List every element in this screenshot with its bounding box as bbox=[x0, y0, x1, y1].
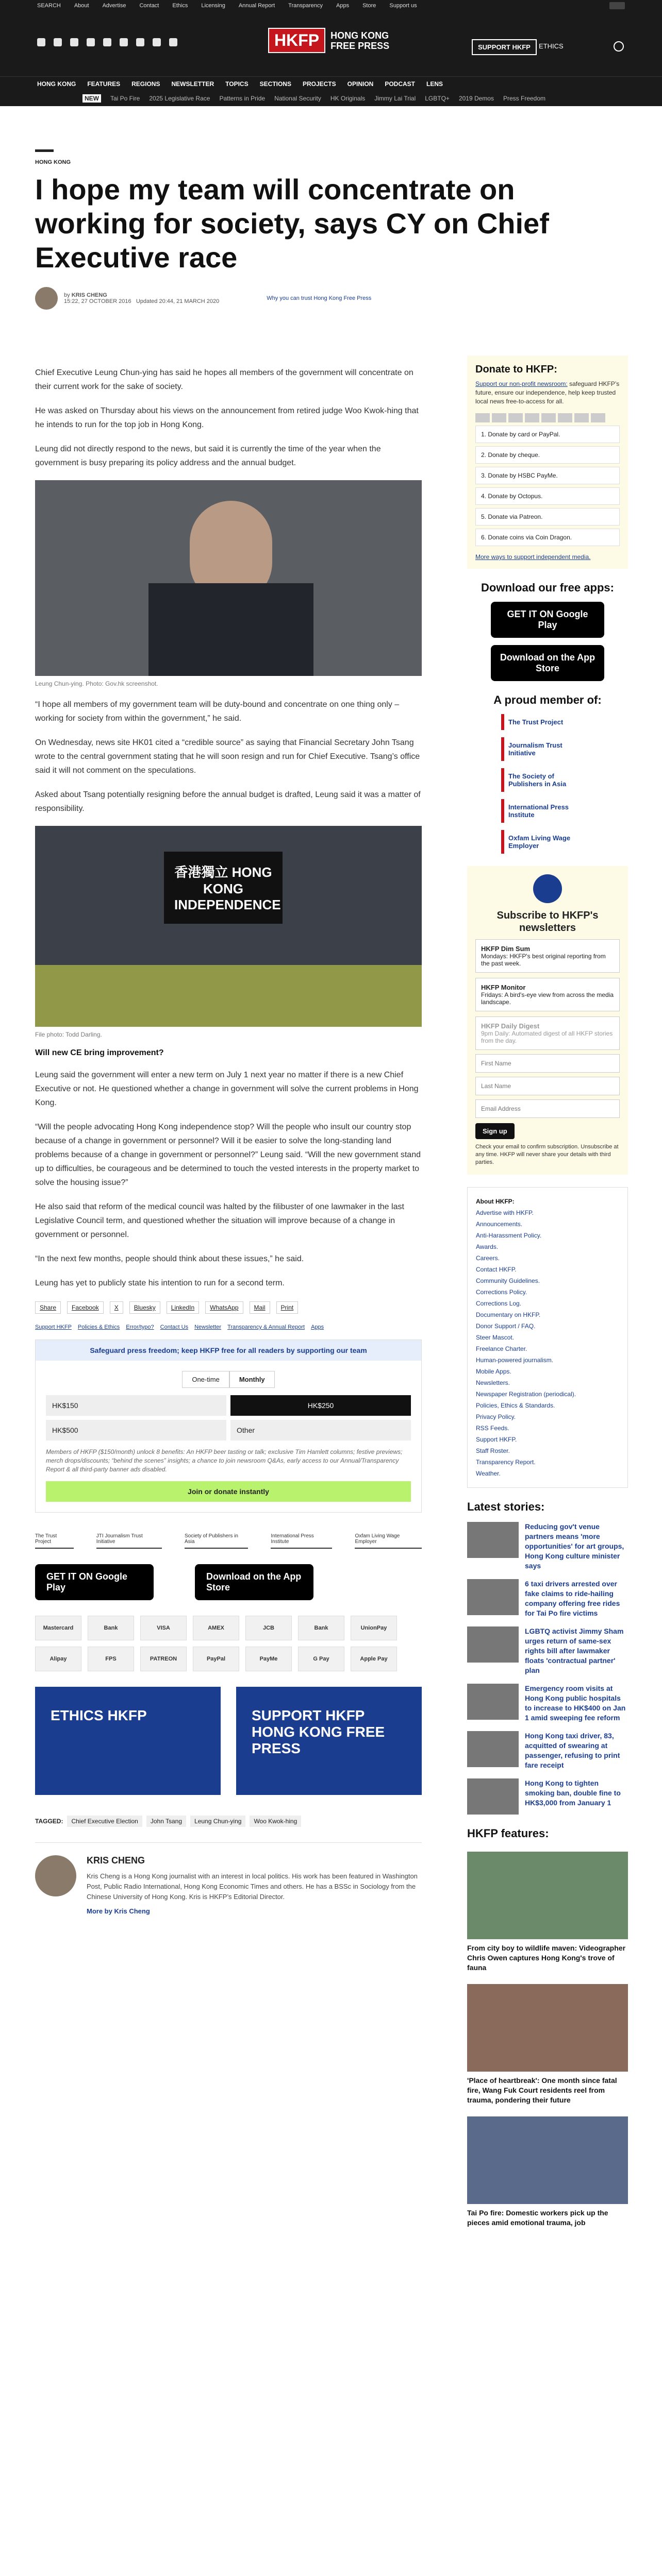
topbar-link[interactable]: Licensing bbox=[201, 3, 225, 9]
footer-link[interactable]: Apps bbox=[311, 1324, 324, 1330]
nav-item[interactable]: PODCAST bbox=[385, 80, 415, 88]
story-thumbnail[interactable] bbox=[467, 1626, 519, 1663]
bluesky-icon[interactable] bbox=[153, 38, 161, 46]
join-donate-button[interactable]: Join or donate instantly bbox=[46, 1481, 411, 1502]
hkfp-logo-icon bbox=[533, 874, 562, 903]
author-avatar[interactable] bbox=[35, 1855, 76, 1896]
linkedin-icon[interactable] bbox=[103, 38, 111, 46]
feature-title[interactable]: 'Place of heartbreak': One month since fatal fire, Wang Fuk Court residents reel from trauma, pondering their future bbox=[467, 2076, 617, 2104]
paragraph: Leung said the government will enter a new term on July 1 next year no matter if there is a new Chief Executive or not. He questioned whether a change in government will solve the current problems in Hong Kong. bbox=[35, 1071, 419, 1107]
telegram-icon[interactable] bbox=[136, 38, 144, 46]
tag-list bbox=[35, 1816, 422, 1827]
trust-link[interactable]: Why you can trust Hong Kong Free Press bbox=[267, 295, 372, 301]
nav-item[interactable]: SECTIONS bbox=[259, 80, 291, 88]
publish-date: 15:22, 27 OCTOBER 2016 bbox=[64, 298, 131, 304]
topbar-link[interactable]: Transparency bbox=[288, 3, 323, 9]
card-icons bbox=[475, 413, 620, 422]
about-link[interactable]: Weather. bbox=[476, 1470, 501, 1477]
site-logo[interactable] bbox=[268, 28, 389, 53]
payment-icon[interactable]: PayMe bbox=[245, 1647, 292, 1671]
badge[interactable]: The Trust Project bbox=[35, 1533, 74, 1549]
about-widget bbox=[467, 1187, 628, 1488]
card-icon bbox=[492, 413, 506, 422]
paragraph: On Wednesday, news site HK01 cited a “credible source” as saying that Financial Secretary John Tsang wrote to the central government stating that he will soon resign and run for Chief Executive. Tsang’s office said it will not comment on the speculations. bbox=[35, 738, 420, 775]
latest-story[interactable] bbox=[467, 1684, 628, 1723]
feature-card[interactable] bbox=[467, 2116, 628, 2228]
promo-support[interactable]: SUPPORT HKFP HONG KONG FREE PRESS bbox=[236, 1687, 422, 1795]
feature-card[interactable] bbox=[467, 1852, 628, 1973]
trending-link[interactable]: 2019 Demos bbox=[458, 95, 494, 102]
member-logo[interactable]: Journalism Trust Initiative bbox=[501, 737, 594, 761]
payment-icon[interactable]: Mastercard bbox=[35, 1616, 81, 1640]
feature-title[interactable]: From city boy to wildlife maven: Videographer Chris Owen captures Hong Kong's trove of fauna bbox=[467, 1944, 626, 1972]
card-icon bbox=[525, 413, 539, 422]
about-link[interactable]: Awards. bbox=[476, 1243, 499, 1250]
story-title[interactable]: Hong Kong to tighten smoking ban, double fine to HK$3,000 from January 1 bbox=[525, 1779, 621, 1807]
article-photo-protest bbox=[35, 826, 422, 1027]
article-photo-leung bbox=[35, 480, 422, 676]
topbar-link[interactable]: About bbox=[74, 3, 89, 9]
latest-title: Latest stories: bbox=[467, 1500, 545, 1513]
latest-story[interactable] bbox=[467, 1778, 628, 1815]
share-whatsapp[interactable]: WhatsApp bbox=[205, 1301, 243, 1314]
support-hkfp-button[interactable]: SUPPORT HKFP bbox=[472, 39, 537, 55]
trending-link[interactable]: National Security bbox=[274, 95, 321, 102]
paragraph: Leung did not directly respond to the news, but said it is currently the time of the year when the government is busy preparing its policy address and the annual budget. bbox=[35, 445, 381, 467]
topbar-search[interactable]: SEARCH bbox=[37, 3, 61, 9]
amount-option[interactable]: HK$150 bbox=[46, 1395, 226, 1416]
about-link[interactable]: Contact HKFP. bbox=[476, 1266, 517, 1273]
frequency-toggle bbox=[36, 1371, 421, 1388]
app-store-button[interactable]: Download on the App Store bbox=[491, 645, 604, 681]
amount-options bbox=[36, 1395, 421, 1440]
share-facebook[interactable]: Facebook bbox=[67, 1301, 104, 1314]
nav-item[interactable]: FEATURES bbox=[87, 80, 121, 88]
payment-icon[interactable]: Bank bbox=[88, 1616, 134, 1640]
topbar-link[interactable]: Support us bbox=[389, 3, 417, 9]
google-play-button[interactable]: GET IT ON Google Play bbox=[491, 602, 604, 638]
footer-links bbox=[35, 1324, 422, 1330]
trending-link[interactable]: LGBTQ+ bbox=[425, 95, 450, 102]
byline bbox=[35, 287, 628, 310]
member-title: A proud member of: bbox=[493, 693, 602, 706]
first-name-input[interactable] bbox=[475, 1054, 620, 1073]
payment-icon[interactable]: JCB bbox=[245, 1616, 292, 1640]
category-dash bbox=[35, 149, 54, 152]
story-title[interactable]: LGBTQ activist Jimmy Sham urges return of same-sex rights bill after lawmaker floats 'contractual partner' plan bbox=[525, 1627, 624, 1674]
youtube-icon[interactable] bbox=[87, 38, 95, 46]
photo-caption: File photo: Todd Darling. bbox=[35, 1031, 102, 1038]
card-icon bbox=[541, 413, 556, 422]
share-bar bbox=[35, 1301, 422, 1314]
latest-story[interactable] bbox=[467, 1522, 628, 1571]
tag[interactable]: Leung Chun-ying bbox=[190, 1816, 245, 1827]
amount-option[interactable]: Other bbox=[230, 1420, 411, 1440]
new-badge: NEW bbox=[82, 94, 101, 103]
footer-link[interactable]: Transparency & Annual Report bbox=[227, 1324, 305, 1330]
nav-item[interactable]: PROJECTS bbox=[302, 80, 336, 88]
member-logo[interactable]: International Press Institute bbox=[501, 799, 594, 823]
feature-image[interactable] bbox=[467, 2116, 628, 2204]
x-icon[interactable] bbox=[54, 38, 62, 46]
paragraph: He was asked on Thursday about his views on the announcement from retired judge Woo Kwok-hing that he intends to run for the top job in Hong Kong. bbox=[35, 406, 419, 429]
last-name-input[interactable] bbox=[475, 1077, 620, 1095]
newsletter-option[interactable]: HKFP Daily Digest 9pm Daily: Automated digest of all HKFP stories from the day. bbox=[475, 1016, 620, 1050]
footer-link[interactable]: Newsletter bbox=[194, 1324, 222, 1330]
badge[interactable]: Oxfam Living Wage Employer bbox=[355, 1533, 422, 1549]
topbar-link[interactable]: Ethics bbox=[172, 3, 188, 9]
subheading: Will new CE bring improvement? bbox=[35, 1048, 164, 1057]
share-linkedin[interactable]: LinkedIn bbox=[167, 1301, 199, 1314]
topbar-link[interactable]: Apps bbox=[336, 3, 350, 9]
payment-icon[interactable]: Apple Pay bbox=[351, 1647, 397, 1671]
story-thumbnail[interactable] bbox=[467, 1579, 519, 1615]
payment-methods bbox=[35, 1616, 422, 1671]
one-time-option[interactable]: One-time bbox=[182, 1371, 229, 1388]
donation-header[interactable]: Safeguard press freedom; keep HKFP free for all readers by supporting our team bbox=[36, 1340, 421, 1361]
story-thumbnail[interactable] bbox=[467, 1731, 519, 1767]
newsletter-title: Subscribe to HKFP's newsletters bbox=[496, 910, 599, 934]
footer-link[interactable]: Policies & Ethics bbox=[77, 1324, 120, 1330]
topbar-link[interactable]: Store bbox=[362, 3, 376, 9]
newsletter-note: Check your email to confirm subscription. Unsubscribe at any time. HKFP will never share your details with third parties. bbox=[475, 1144, 619, 1165]
nav-item[interactable]: REGIONS bbox=[131, 80, 160, 88]
about-link[interactable]: Corrections Log. bbox=[476, 1300, 522, 1307]
card-icon bbox=[591, 413, 605, 422]
main-nav bbox=[0, 76, 662, 91]
more-by-author-link[interactable]: More by Kris Cheng bbox=[87, 1907, 150, 1915]
tag[interactable]: Chief Executive Election bbox=[67, 1816, 142, 1827]
promo-videos bbox=[35, 1687, 422, 1795]
trending-link[interactable]: Tai Po Fire bbox=[110, 95, 140, 102]
paragraph: “I hope all members of my government team will be duty-bound and concentrate on one thing only – working for society from within the government,” he said. bbox=[35, 700, 400, 723]
about-link[interactable]: Documentary on HKFP. bbox=[476, 1311, 541, 1318]
paragraph: He also said that reform of the medical council was halted by the filibuster of one lawmaker in the last Legislative Council term, and questioned whether the situation will improve because of a change in government or personnel. bbox=[35, 1202, 404, 1239]
about-link[interactable]: Privacy Policy. bbox=[476, 1413, 516, 1420]
theme-toggle[interactable] bbox=[609, 2, 625, 9]
donate-method[interactable]: 3. Donate by HSBC PayMe. bbox=[475, 467, 620, 484]
about-link[interactable]: Staff Roster. bbox=[476, 1447, 510, 1454]
about-link[interactable]: Steer Mascot. bbox=[476, 1334, 515, 1341]
nav-item[interactable]: TOPICS bbox=[225, 80, 249, 88]
trending-link[interactable]: 2025 Legislative Race bbox=[149, 95, 210, 102]
donate-methods bbox=[475, 426, 620, 546]
donate-method[interactable]: 2. Donate by cheque. bbox=[475, 446, 620, 464]
card-icon bbox=[508, 413, 523, 422]
member-logos bbox=[467, 714, 628, 854]
article-title: I hope my team will concentrate on working for society, says CY on Chief Executive race bbox=[35, 173, 549, 274]
trending-link[interactable]: Press Freedom bbox=[503, 95, 546, 102]
share-mail[interactable]: Mail bbox=[250, 1301, 270, 1314]
article-header bbox=[35, 149, 628, 310]
footer-link[interactable]: Support HKFP bbox=[35, 1324, 72, 1330]
trending-link[interactable]: HK Originals bbox=[330, 95, 366, 102]
share-x[interactable]: X bbox=[110, 1301, 123, 1314]
protest-sign: 香港獨立 HONG KONG INDEPENDENCE bbox=[164, 852, 283, 924]
latest-story[interactable] bbox=[467, 1579, 628, 1618]
about-link[interactable]: Anti-Harassment Policy. bbox=[476, 1232, 542, 1239]
nav-item[interactable]: OPINION bbox=[347, 80, 374, 88]
about-link[interactable]: Announcements. bbox=[476, 1221, 523, 1228]
about-link[interactable]: Newspaper Registration (periodical). bbox=[476, 1391, 576, 1398]
donate-method[interactable]: 5. Donate via Patreon. bbox=[475, 508, 620, 526]
feature-card[interactable] bbox=[467, 1984, 628, 2105]
topbar-link[interactable]: Annual Report bbox=[238, 3, 275, 9]
donate-text: Support our non-profit newsroom: safeguard HKFP’s future, ensure our independence, help keep trusted local news free-to-access for all. bbox=[475, 380, 620, 405]
monthly-option[interactable]: Monthly bbox=[229, 1371, 275, 1388]
payment-icon[interactable]: Alipay bbox=[35, 1647, 81, 1671]
feature-image[interactable] bbox=[467, 1852, 628, 1939]
story-thumbnail[interactable] bbox=[467, 1522, 519, 1558]
nav-item[interactable]: LENS bbox=[426, 80, 443, 88]
payment-icon[interactable]: VISA bbox=[140, 1616, 187, 1640]
member-logo[interactable]: The Society of Publishers in Asia bbox=[501, 768, 594, 792]
promo-ethics[interactable]: ETHICS HKFP bbox=[35, 1687, 221, 1795]
badge[interactable]: JTI Journalism Trust Initiative bbox=[96, 1533, 162, 1549]
about-link[interactable]: Community Guidelines. bbox=[476, 1277, 540, 1284]
donate-method[interactable]: 4. Donate by Octopus. bbox=[475, 487, 620, 505]
instagram-icon[interactable] bbox=[70, 38, 78, 46]
author-box bbox=[35, 1842, 422, 1915]
nav-item[interactable]: HONG KONG bbox=[37, 80, 76, 88]
about-link[interactable]: Mobile Apps. bbox=[476, 1368, 511, 1375]
google-play-button[interactable]: GET IT ON Google Play bbox=[35, 1564, 154, 1600]
feature-image[interactable] bbox=[467, 1984, 628, 2072]
about-link[interactable]: Transparency Report. bbox=[476, 1459, 536, 1466]
search-icon[interactable] bbox=[614, 41, 624, 52]
donate-widget bbox=[467, 355, 628, 569]
amount-option-selected[interactable]: HK$250 bbox=[230, 1395, 411, 1416]
threads-icon[interactable] bbox=[120, 38, 128, 46]
member-badges bbox=[35, 1533, 422, 1549]
payment-icon[interactable]: G Pay bbox=[298, 1647, 344, 1671]
about-link[interactable]: Advertise with HKFP. bbox=[476, 1209, 534, 1216]
app-store-buttons bbox=[35, 1564, 422, 1600]
about-link[interactable]: Newsletters. bbox=[476, 1379, 510, 1386]
nav-item[interactable]: NEWSLETTER bbox=[171, 80, 214, 88]
donation-box bbox=[35, 1340, 422, 1513]
paragraph: Leung has yet to publicly state his intention to run for a second term. bbox=[35, 1279, 285, 1287]
trending-link[interactable]: Patterns in Pride bbox=[219, 95, 266, 102]
brand-header bbox=[0, 11, 662, 76]
about-link[interactable]: Careers. bbox=[476, 1255, 500, 1262]
paragraph: Chief Executive Leung Chun-ying has said he hopes all members of the government will concentrate on their current work for the sake of society. bbox=[35, 368, 413, 391]
latest-story[interactable] bbox=[467, 1731, 628, 1770]
story-thumbnail[interactable] bbox=[467, 1684, 519, 1720]
ethics-link[interactable]: ETHICS bbox=[539, 42, 564, 50]
member-logo[interactable]: The Trust Project bbox=[501, 714, 594, 730]
story-title[interactable]: Reducing gov't venue partners means 'more opportunities' for art groups, Hong Kong culture minister says bbox=[525, 1522, 624, 1570]
app-store-button[interactable]: Download on the App Store bbox=[195, 1564, 313, 1600]
article-category[interactable]: HONG KONG bbox=[35, 159, 71, 165]
member-logo[interactable]: Oxfam Living Wage Employer bbox=[501, 830, 594, 854]
newsletter-option[interactable]: HKFP Dim Sum Mondays: HKFP's best original reporting from the past week. bbox=[475, 939, 620, 973]
paragraph: “In the next few months, people should think about these issues,” he said. bbox=[35, 1255, 304, 1263]
more-ways-link[interactable]: More ways to support independent media. bbox=[475, 553, 591, 561]
sidebar bbox=[467, 355, 628, 2228]
article-body bbox=[35, 355, 422, 1915]
topbar-link[interactable]: Contact bbox=[139, 3, 159, 9]
tag[interactable]: Woo Kwok-hing bbox=[250, 1816, 301, 1827]
amount-option[interactable]: HK$500 bbox=[46, 1420, 226, 1440]
rss-icon[interactable] bbox=[169, 38, 177, 46]
share-print[interactable]: Print bbox=[276, 1301, 299, 1314]
topbar-link[interactable]: Advertise bbox=[102, 3, 126, 9]
updated-date: Updated 20:44, 21 MARCH 2020 bbox=[136, 298, 220, 304]
payment-icon[interactable]: PATREON bbox=[140, 1647, 187, 1671]
about-link[interactable]: Support HKFP. bbox=[476, 1436, 517, 1443]
trending-link[interactable]: Jimmy Lai Trial bbox=[374, 95, 416, 102]
donate-title: Donate to HKFP: bbox=[475, 364, 557, 375]
share-bluesky[interactable]: Bluesky bbox=[129, 1301, 160, 1314]
features-title: HKFP features: bbox=[467, 1827, 549, 1840]
card-icon bbox=[558, 413, 572, 422]
payment-icon[interactable]: FPS bbox=[88, 1647, 134, 1671]
story-title[interactable]: Hong Kong taxi driver, 83, acquitted of swearing at passenger, refusing to print fare receipt bbox=[525, 1732, 620, 1769]
about-link[interactable]: Policies, Ethics & Standards. bbox=[476, 1402, 555, 1409]
payment-icon[interactable]: PayPal bbox=[193, 1647, 239, 1671]
about-title: About HKFP: bbox=[476, 1198, 515, 1205]
photo-caption: Leung Chun-ying. Photo: Gov.hk screenshot. bbox=[35, 680, 158, 687]
paragraph: Asked about Tsang potentially resigning before the annual budget is drafted, Leung said it was a matter of responsibility. bbox=[35, 790, 421, 813]
donate-method[interactable]: 1. Donate by card or PayPal. bbox=[475, 426, 620, 443]
about-link[interactable]: Corrections Policy. bbox=[476, 1289, 527, 1296]
byline-text: by KRIS CHENG 15:22, 27 OCTOBER 2016 Updated 20:44, 21 MARCH 2020 bbox=[64, 292, 220, 304]
author-avatar[interactable] bbox=[35, 287, 58, 310]
donate-method[interactable]: 6. Donate coins via Coin Dragon. bbox=[475, 529, 620, 546]
about-link[interactable]: Donor Support / FAQ. bbox=[476, 1323, 536, 1330]
payment-icon[interactable]: Bank bbox=[298, 1616, 344, 1640]
newsletter-option[interactable]: HKFP Monitor Fridays: A bird's-eye view from across the media landscape. bbox=[475, 978, 620, 1011]
footer-link[interactable]: Contact Us bbox=[160, 1324, 189, 1330]
latest-story[interactable] bbox=[467, 1626, 628, 1675]
tags-label: TAGGED: bbox=[35, 1818, 63, 1825]
donate-lead-link[interactable]: Support our non-profit newsroom: bbox=[475, 380, 568, 387]
payment-icon[interactable]: AMEX bbox=[193, 1616, 239, 1640]
paragraph: “Will the people advocating Hong Kong independence stop? Will the people who insult our country stop because of a change in government or personnel? Will it be easier to solve the long-standing land problems because of a change in government or personnel?” Leung said. “Will the new government stand up to difficulties, be courageous and be determined to touch the vested interests in the property market to solve the housing issue?” bbox=[35, 1123, 421, 1187]
newsletter-widget bbox=[467, 866, 628, 1175]
card-icon bbox=[574, 413, 589, 422]
signup-button[interactable]: Sign up bbox=[475, 1123, 515, 1139]
facebook-icon[interactable] bbox=[37, 38, 45, 46]
story-thumbnail[interactable] bbox=[467, 1778, 519, 1815]
badge[interactable]: International Press Institute bbox=[271, 1533, 332, 1549]
story-title[interactable]: Emergency room visits at Hong Kong public hospitals to increase to HK$400 on Jan 1 amid sweeping fee reform bbox=[525, 1684, 626, 1722]
apps-title: Download our free apps: bbox=[481, 581, 614, 594]
logo-mark: HKFP bbox=[268, 28, 325, 53]
share-label: Share bbox=[35, 1301, 61, 1314]
story-title[interactable]: 6 taxi drivers arrested over fake claims to ride-hailing company offering free rides for Tai Po fire victims bbox=[525, 1580, 620, 1617]
author-name[interactable]: KRIS CHENG bbox=[71, 292, 107, 298]
card-icon bbox=[475, 413, 490, 422]
author-bio: Kris Cheng is a Hong Kong journalist with an interest in local politics. His work has been featured in Washington Post, Public Radio International, Hong Kong Economic Times and others. He has a BSSc in Sociology from the Chinese University of Hong Kong. Kris is HKFP’s Editorial Director. bbox=[87, 1872, 418, 1901]
about-link[interactable]: RSS Feeds. bbox=[476, 1425, 509, 1432]
footer-link[interactable]: Error/typo? bbox=[126, 1324, 154, 1330]
social-icons bbox=[37, 38, 177, 46]
author-name[interactable]: KRIS CHENG bbox=[87, 1855, 145, 1866]
about-link[interactable]: Freelance Charter. bbox=[476, 1345, 527, 1352]
about-link[interactable]: Human-powered journalism. bbox=[476, 1357, 554, 1364]
tag[interactable]: John Tsang bbox=[146, 1816, 186, 1827]
payment-icon[interactable]: UnionPay bbox=[351, 1616, 397, 1640]
badge[interactable]: Society of Publishers in Asia bbox=[185, 1533, 248, 1549]
top-utility-bar bbox=[0, 0, 662, 11]
feature-title[interactable]: Tai Po fire: Domestic workers pick up the pieces amid emotional trauma, job bbox=[467, 2209, 608, 2227]
trending-bar bbox=[0, 91, 662, 106]
logo-text: HONG KONG FREE PRESS bbox=[330, 30, 390, 51]
membership-benefits: Members of HKFP ($150/month) unlock 8 benefits: An HKFP beer tasting or talk; exclusive Tim Hamlett columns; festive previews; merch drops/discounts; “behind the scenes” insights; a chance to join newsroom Q&As, early access to our Annual/Transparency Report & all third-party banner ads disabled. bbox=[46, 1448, 403, 1473]
email-input[interactable] bbox=[475, 1099, 620, 1118]
